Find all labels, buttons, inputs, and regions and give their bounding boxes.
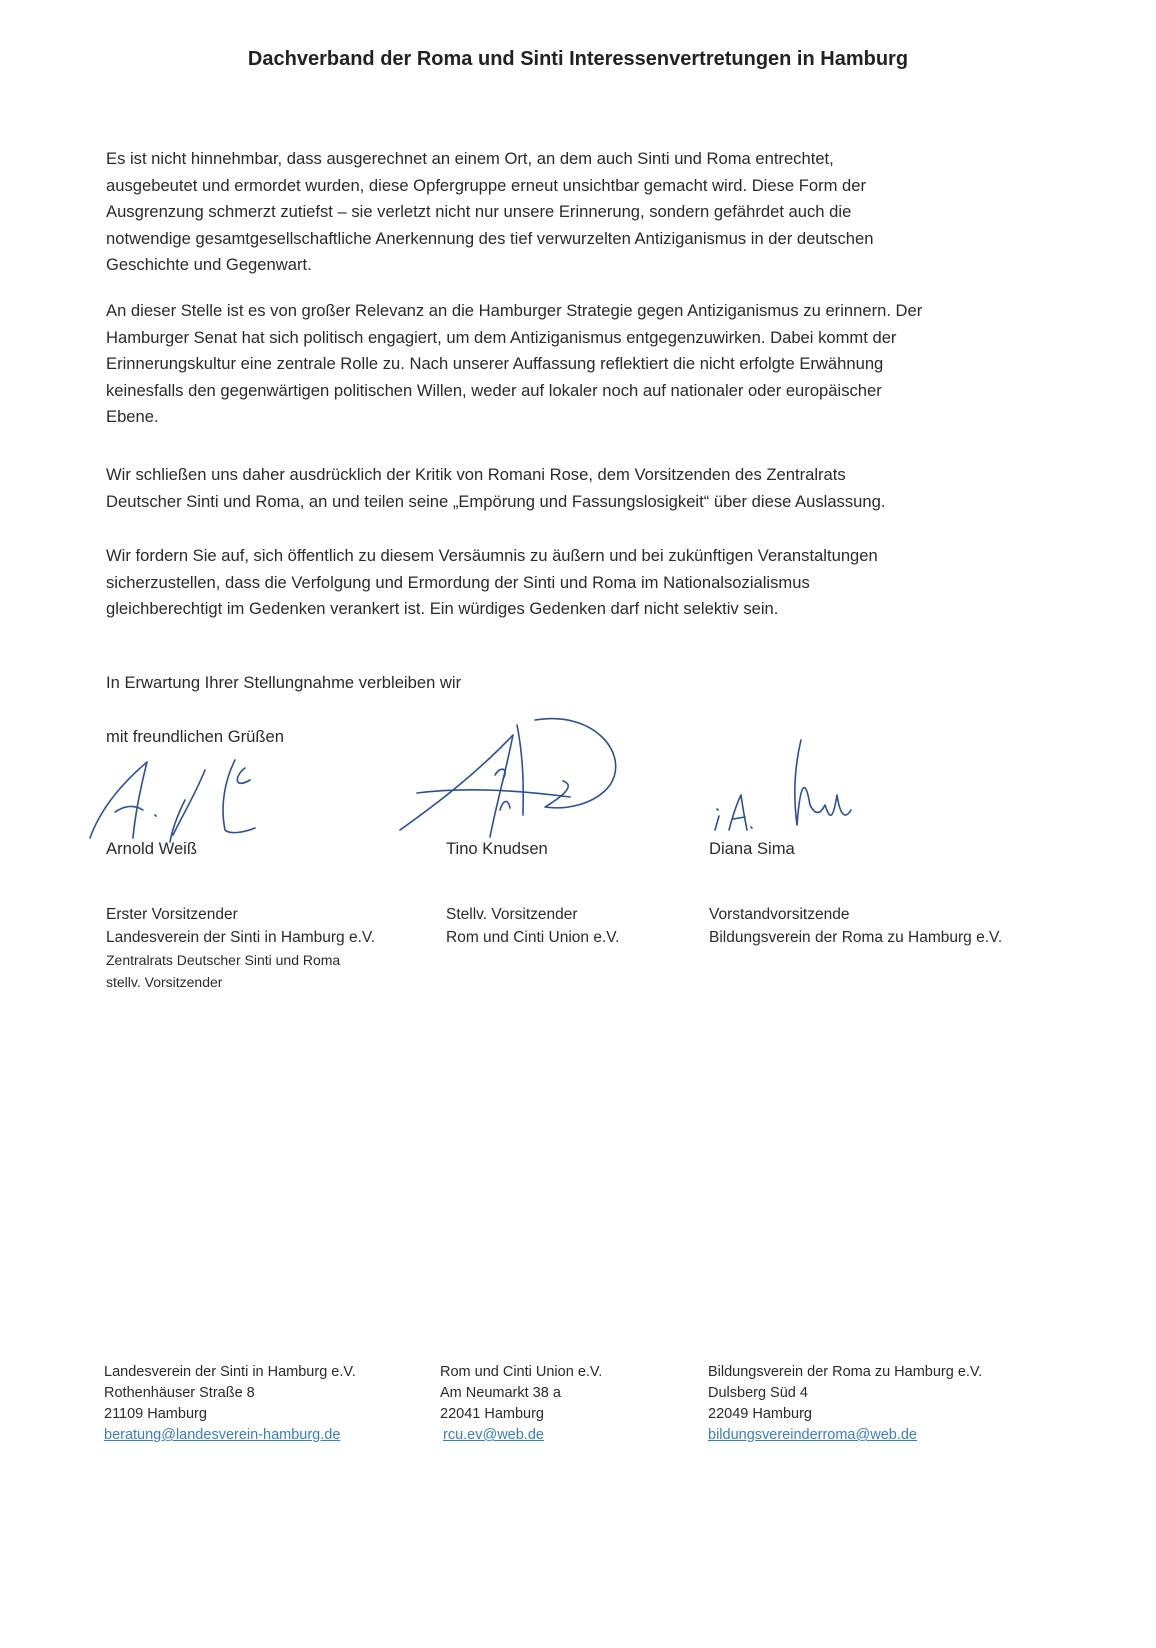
footer-email-link[interactable]: beratung@landesverein-hamburg.de: [104, 1427, 341, 1443]
letter-heading: Dachverband der Roma und Sinti Interessenvertretungen in Hamburg: [247, 48, 909, 70]
signature-diana-sima: [705, 735, 865, 835]
signatory-extra-role: stellv. Vorsitzender: [106, 974, 223, 990]
text-line: keinesfalls den gegenwärtigen politischen Willen, weder auf lokaler noch auf nationaler oder europäischer: [106, 380, 882, 400]
footer-address-3: [708, 1362, 982, 1446]
signatory-block-1: [106, 837, 375, 993]
text-line: Erinnerungskultur eine zentrale Rolle zu. Nach unserer Auffassung reflektiert die nicht erfolgte Erwähnung: [106, 354, 884, 373]
closing-line: In Erwartung Ihrer Stellungnahme verbleiben wir: [106, 673, 462, 692]
text-line: Wir fordern Sie auf, sich öffentlich zu diesem Versäumnis zu äußern und bei zukünftigen Veranstaltungen: [106, 546, 878, 565]
signatory-extra-organization: Zentralrats Deutscher Sinti und Roma: [106, 952, 341, 968]
footer-city: 22041 Hamburg: [440, 1406, 544, 1422]
footer-street: Rothenhäuser Straße 8: [104, 1385, 255, 1401]
signatory-name: Arnold Weiß: [106, 839, 197, 858]
signatory-role: Erster Vorsitzender: [106, 906, 238, 923]
footer-street: Dulsberg Süd 4: [708, 1385, 808, 1401]
paragraph-1: [106, 146, 873, 279]
text-line: Ebene.: [106, 407, 159, 426]
text-line: notwendige gesamtgesellschaftliche Anerkennung des tief verwurzelten Antiziganismus in der deutschen: [106, 228, 874, 248]
footer-org: Rom und Cinti Union e.V.: [440, 1364, 603, 1380]
text-line: ausgebeutet und ermordet wurden, diese Opfergruppe erneut unsichtbar gemacht wird. Diese Form der: [106, 175, 867, 195]
signatory-name: Tino Knudsen: [446, 839, 548, 858]
text-line: Deutscher Sinti und Roma, an und teilen seine „Empörung und Fassungslosigkeit“ über diese Auslassung.: [106, 491, 886, 511]
text-line: gleichberechtigt im Gedenken verankert ist. Ein würdiges Gedenken darf nicht selektiv sein.: [106, 599, 779, 618]
signature-tino-knudsen: [395, 715, 635, 840]
paragraph-2: [106, 298, 922, 431]
footer-address-1: [104, 1362, 356, 1446]
text-line: Geschichte und Gegenwart.: [106, 255, 312, 274]
footer-org: Landesverein der Sinti in Hamburg e.V.: [104, 1364, 356, 1380]
text-line: Es ist nicht hinnehmbar, dass ausgerechnet an einem Ort, an dem auch Sinti und Roma entrechtet,: [106, 149, 834, 168]
footer-org: Bildungsverein der Roma zu Hamburg e.V.: [708, 1364, 983, 1380]
footer-address-2: [440, 1362, 602, 1446]
footer-city: 22049 Hamburg: [708, 1406, 812, 1422]
text-line: sicherzustellen, dass die Verfolgung und Ermordung der Sinti und Roma im Nationalsozialismus: [106, 572, 810, 592]
signatory-organization: Bildungsverein der Roma zu Hamburg e.V.: [709, 929, 1003, 946]
text-line: An dieser Stelle ist es von großer Relevanz an die Hamburger Strategie gegen Antiziganismus zu erinnern. Der: [106, 301, 923, 320]
footer-email-link[interactable]: rcu.ev@web.de: [443, 1427, 544, 1443]
signatory-block-3: [709, 837, 1002, 949]
footer-city: 21109 Hamburg: [104, 1406, 207, 1422]
text-line: Hamburger Senat hat sich politisch engagiert, um dem Antiziganismus entgegenzuwirken. Dabei kommt der: [106, 327, 897, 347]
signatory-role: Stellv. Vorsitzender: [446, 906, 578, 923]
paragraph-4: [106, 543, 878, 623]
text-line: Ausgrenzung schmerzt zutiefst – sie verletzt nicht nur unsere Erinnerung, sondern gefährdet auch die: [106, 202, 852, 221]
text-line: Wir schließen uns daher ausdrücklich der Kritik von Romani Rose, dem Vorsitzenden des Zentralrats: [106, 465, 846, 484]
salutation: mit freundlichen Grüßen: [106, 727, 285, 746]
signatory-block-2: [446, 837, 619, 949]
paragraph-3: [106, 462, 885, 515]
footer-street: Am Neumarkt 38 a: [440, 1385, 561, 1401]
signatory-name: Diana Sima: [709, 839, 795, 858]
footer-email-link[interactable]: bildungsvereinderroma@web.de: [708, 1427, 917, 1443]
signatory-organization: Rom und Cinti Union e.V.: [446, 929, 620, 946]
signature-arnold-weiss: [85, 750, 285, 850]
signatory-role: Vorstandvorsitzende: [709, 906, 850, 923]
signatory-organization: Landesverein der Sinti in Hamburg e.V.: [106, 929, 376, 946]
